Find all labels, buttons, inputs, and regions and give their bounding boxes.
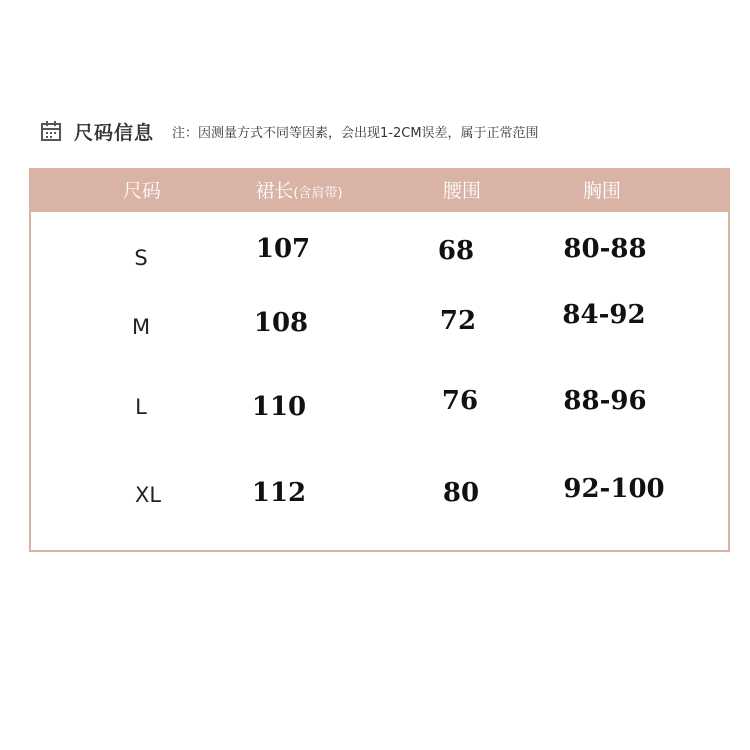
measurement-note: 注：因测量方式不同等因素，会出现1-2CM误差，属于正常范围 [172, 125, 539, 141]
table-cell-size: XL [134, 483, 162, 507]
table-cell-size: S [134, 246, 148, 270]
page-title: 尺码信息 [74, 121, 155, 144]
table-cell-bust: 80-88 [563, 234, 647, 264]
table-header [31, 170, 728, 212]
table-cell-waist: 80 [442, 478, 480, 508]
table-cell-length: 112 [251, 478, 307, 508]
table-cell-length: 107 [255, 234, 311, 264]
calendar-icon [40, 120, 62, 142]
table-cell-bust: 88-96 [563, 386, 647, 416]
column-header-size: 尺码 [122, 180, 162, 202]
table-cell-waist: 76 [441, 386, 479, 416]
size-table [29, 168, 730, 552]
column-header-bust: 胸围 [582, 180, 622, 202]
table-cell-waist: 72 [439, 306, 477, 336]
table-cell-bust: 84-92 [562, 300, 646, 330]
column-header-waist: 腰围 [442, 180, 482, 202]
table-cell-size: L [135, 395, 147, 419]
table-cell-size: M [131, 315, 151, 339]
table-cell-length: 110 [251, 392, 307, 422]
table-cell-waist: 68 [437, 236, 475, 266]
table-cell-bust: 92-100 [563, 474, 665, 504]
size-info-header [40, 116, 539, 146]
column-header-length: 裙长(含肩带) [255, 180, 343, 202]
table-cell-length: 108 [253, 308, 309, 338]
